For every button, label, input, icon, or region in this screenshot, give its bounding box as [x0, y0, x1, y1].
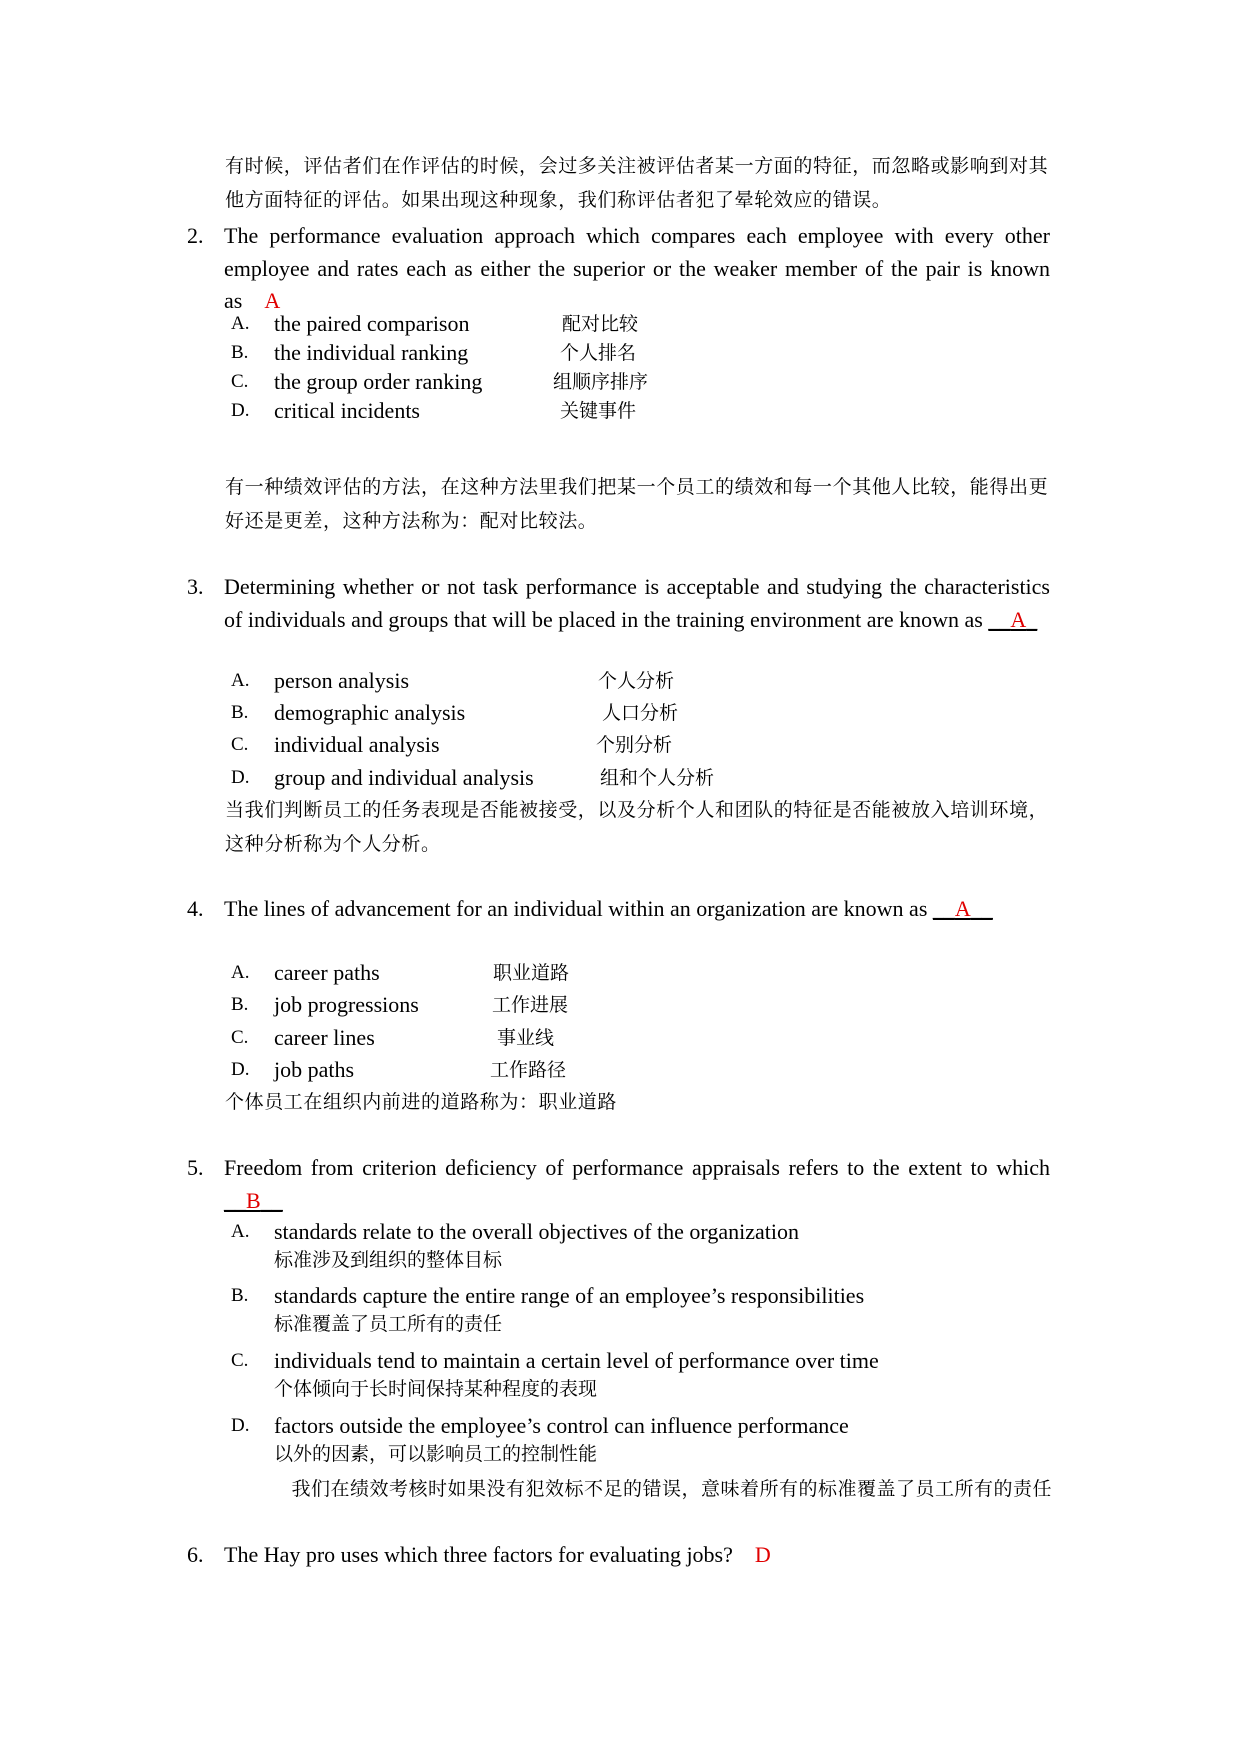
question-text: The lines of advancement for an individual within an organization are known as __A__	[224, 896, 993, 921]
option-translation: 工作进展	[492, 994, 569, 1016]
option-letter: B.	[231, 342, 249, 363]
answer-mark: B	[246, 1187, 261, 1213]
option-translation: 标准涉及到组织的整体目标	[274, 1249, 503, 1271]
question-number: 6.	[187, 1542, 204, 1567]
option-text: career lines	[274, 1025, 375, 1050]
option-text: individuals tend to maintain a certain level of performance over time	[274, 1348, 879, 1373]
option-letter: A.	[231, 962, 250, 983]
option-text: individual analysis	[274, 732, 440, 757]
option-translation: 工作路径	[490, 1059, 567, 1081]
question-text: The Hay pro uses which three factors for evaluating jobs? D	[224, 1542, 771, 1567]
option-translation: 组顺序排序	[553, 371, 649, 393]
option-letter: B.	[231, 994, 249, 1015]
option-letter: C.	[231, 371, 249, 392]
option-translation: 个人排名	[560, 342, 637, 364]
option-text: career paths	[274, 960, 380, 985]
option-letter: C.	[231, 1027, 249, 1048]
option-letter: C.	[231, 734, 249, 755]
answer-mark: A	[264, 288, 281, 313]
option-text: critical incidents	[274, 398, 420, 423]
option-text: factors outside the employee’s control can influence performance	[274, 1413, 849, 1438]
option-text: the group order ranking	[274, 369, 483, 394]
question-text: Freedom from criterion deficiency of performance appraisals refers to the extent to which __B__	[224, 1155, 1050, 1213]
explanation-note: 有一种绩效评估的方法，在这种方法里我们把某一个员工的绩效和每一个其他人比较，能得出更好还是更差，这种方法称为：配对比较法。	[225, 476, 1049, 532]
option-letter: A.	[231, 1221, 250, 1242]
answer-mark: A	[1010, 606, 1027, 632]
option-translation: 职业道路	[493, 962, 570, 984]
option-text: job paths	[274, 1057, 355, 1082]
option-text: person analysis	[274, 668, 410, 693]
option-letter: D.	[231, 1415, 250, 1436]
option-translation: 标准覆盖了员工所有的责任	[274, 1313, 503, 1335]
question-text: Determining whether or not task performance is acceptable and studying the characteristics of individuals and groups that will be placed in the training environment are known as __A_	[224, 574, 1050, 632]
option-letter: B.	[231, 702, 249, 723]
option-translation: 人口分析	[602, 702, 679, 724]
option-letter: D.	[231, 767, 250, 788]
option-translation: 关键事件	[560, 400, 637, 422]
option-translation: 个人分析	[598, 670, 675, 692]
option-text: standards capture the entire range of an employee’s responsibilities	[274, 1283, 865, 1308]
option-text: the individual ranking	[274, 340, 469, 365]
option-text: the paired comparison	[274, 311, 470, 336]
answer-mark: A	[954, 896, 971, 921]
question-text: The performance evaluation approach which compares each employee with every other employee and rates each as either the superior or the weaker member of the pair is known as A	[224, 223, 1050, 313]
option-letter: B.	[231, 1285, 249, 1306]
option-letter: C.	[231, 1350, 249, 1371]
option-letter: A.	[231, 313, 250, 334]
question-number: 5.	[187, 1155, 204, 1180]
intro-note: 有时候，评估者们在作评估的时候，会过多关注被评估者某一方面的特征，而忽略或影响到对其他方面特征的评估。如果出现这种现象，我们称评估者犯了晕轮效应的错误。	[225, 155, 1049, 211]
explanation-note: 当我们判断员工的任务表现是否能被接受，以及分析个人和团队的特征是否能被放入培训环境，这种分析称为个人分析。	[225, 799, 1049, 855]
option-letter: D.	[231, 1059, 250, 1080]
option-text: standards relate to the overall objectives of the organization	[274, 1219, 799, 1244]
option-translation: 组和个人分析	[600, 767, 715, 789]
option-text: job progressions	[274, 992, 419, 1017]
option-translation: 事业线	[497, 1027, 555, 1049]
answer-mark: D	[754, 1542, 771, 1567]
option-text: demographic analysis	[274, 700, 466, 725]
option-translation: 以外的因素，可以影响员工的控制性能	[274, 1443, 598, 1465]
option-letter: A.	[231, 670, 250, 691]
question-number: 2.	[187, 223, 204, 248]
explanation-note: 个体员工在组织内前进的道路称为：职业道路	[225, 1091, 618, 1113]
option-text: group and individual analysis	[274, 765, 534, 790]
option-translation: 个体倾向于长时间保持某种程度的表现	[274, 1378, 598, 1400]
option-translation: 配对比较	[562, 313, 639, 335]
explanation-note: 我们在绩效考核时如果没有犯效标不足的错误，意味着所有的标准覆盖了员工所有的责任	[291, 1478, 1052, 1500]
option-translation: 个别分析	[596, 734, 673, 756]
question-number: 4.	[187, 896, 204, 921]
question-number: 3.	[187, 574, 204, 599]
option-letter: D.	[231, 400, 250, 421]
